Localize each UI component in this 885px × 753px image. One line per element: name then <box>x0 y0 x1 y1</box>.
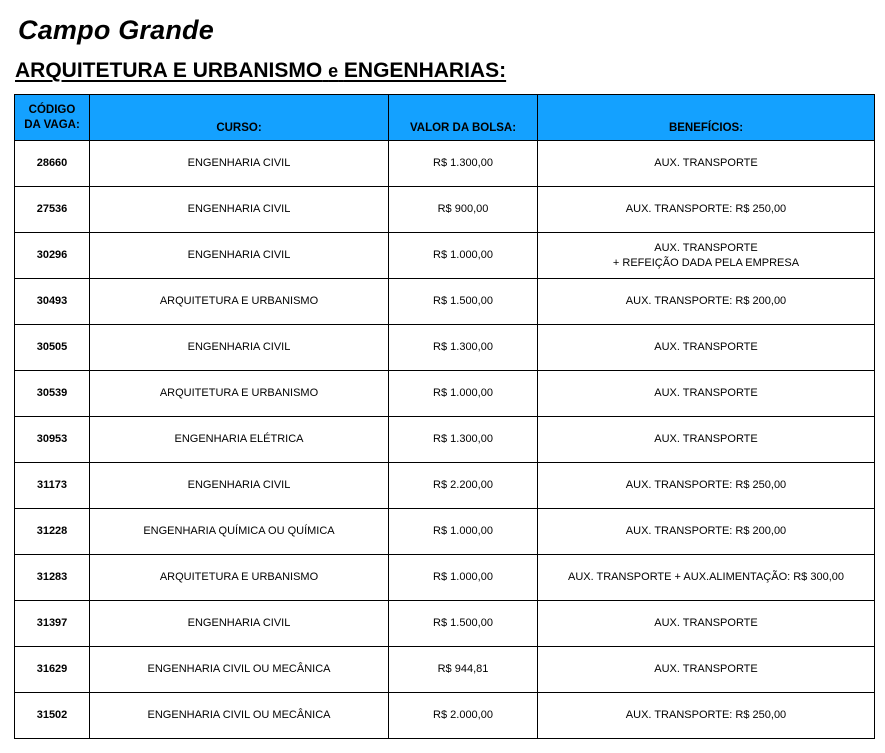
cell-curso: ENGENHARIA QUÍMICA OU QUÍMICA <box>90 509 389 555</box>
cell-codigo: 30505 <box>15 325 90 371</box>
table-row <box>15 233 875 279</box>
cell-valor: R$ 1.300,00 <box>389 141 538 187</box>
cell-beneficios <box>538 463 875 509</box>
cell-valor: R$ 1.000,00 <box>389 509 538 555</box>
cell-codigo: 31228 <box>15 509 90 555</box>
cell-curso: ARQUITETURA E URBANISMO <box>90 371 389 417</box>
cell-beneficios <box>538 417 875 463</box>
header-valor: VALOR DA BOLSA: <box>389 95 538 141</box>
cell-valor: R$ 1.000,00 <box>389 555 538 601</box>
beneficio-line: AUX. TRANSPORTE: R$ 200,00 <box>625 525 787 537</box>
cell-beneficios <box>538 141 875 187</box>
cell-beneficios <box>538 601 875 647</box>
cell-valor: R$ 1.300,00 <box>389 325 538 371</box>
table-row <box>15 693 875 739</box>
section-title-main: ARQUITETURA E URBANISMO <box>15 59 323 82</box>
header-codigo-line1: CÓDIGO <box>28 103 76 116</box>
cell-valor: R$ 2.200,00 <box>389 463 538 509</box>
cell-valor: R$ 2.000,00 <box>389 693 538 739</box>
table-row <box>15 463 875 509</box>
cell-beneficios <box>538 233 875 279</box>
cell-beneficios <box>538 371 875 417</box>
cell-codigo: 31283 <box>15 555 90 601</box>
table-row <box>15 417 875 463</box>
cell-codigo: 27536 <box>15 187 90 233</box>
beneficio-line: AUX. TRANSPORTE: R$ 250,00 <box>625 709 787 721</box>
cell-valor: R$ 1.500,00 <box>389 601 538 647</box>
cell-codigo: 28660 <box>15 141 90 187</box>
cell-valor: R$ 1.000,00 <box>389 371 538 417</box>
header-codigo-line2: DA VAGA: <box>24 118 80 131</box>
beneficio-line: AUX. TRANSPORTE <box>654 433 758 445</box>
cell-beneficios <box>538 509 875 555</box>
cell-codigo: 30296 <box>15 233 90 279</box>
beneficio-line: AUX. TRANSPORTE <box>654 157 758 169</box>
beneficio-line: AUX. TRANSPORTE: R$ 200,00 <box>625 295 787 307</box>
table-row <box>15 371 875 417</box>
cell-beneficios <box>538 279 875 325</box>
cell-valor: R$ 1.500,00 <box>389 279 538 325</box>
cell-beneficios <box>538 555 875 601</box>
cell-curso: ENGENHARIA CIVIL <box>90 233 389 279</box>
cell-codigo: 30493 <box>15 279 90 325</box>
cell-curso: ENGENHARIA CIVIL <box>90 325 389 371</box>
table-row <box>15 555 875 601</box>
cell-codigo: 31397 <box>15 601 90 647</box>
beneficio-line: AUX. TRANSPORTE: R$ 250,00 <box>625 203 787 215</box>
header-codigo <box>15 95 90 141</box>
city-title: Campo Grande <box>18 15 214 45</box>
cell-codigo: 31502 <box>15 693 90 739</box>
cell-beneficios <box>538 647 875 693</box>
table-row <box>15 187 875 233</box>
table-row <box>15 509 875 555</box>
section-title <box>15 57 506 85</box>
cell-beneficios <box>538 325 875 371</box>
cell-valor: R$ 944,81 <box>389 647 538 693</box>
cell-codigo: 30539 <box>15 371 90 417</box>
table-header-row <box>15 95 875 141</box>
cell-curso: ENGENHARIA CIVIL <box>90 187 389 233</box>
cell-codigo: 31629 <box>15 647 90 693</box>
header-curso: CURSO: <box>90 95 389 141</box>
cell-curso: ENGENHARIA CIVIL OU MECÂNICA <box>90 647 389 693</box>
table-row <box>15 325 875 371</box>
table-row <box>15 647 875 693</box>
vacancies-table <box>14 94 875 739</box>
cell-curso: ENGENHARIA CIVIL <box>90 601 389 647</box>
beneficio-line: AUX. TRANSPORTE: R$ 250,00 <box>625 479 787 491</box>
cell-codigo: 30953 <box>15 417 90 463</box>
cell-curso: ARQUITETURA E URBANISMO <box>90 279 389 325</box>
beneficio-line: + REFEIÇÃO DADA PELA EMPRESA <box>612 256 800 269</box>
table-row <box>15 279 875 325</box>
beneficio-line: AUX. TRANSPORTE <box>654 341 758 353</box>
beneficio-line: AUX. TRANSPORTE + AUX.ALIMENTAÇÃO: R$ 300,00 <box>567 571 844 583</box>
cell-beneficios <box>538 693 875 739</box>
beneficio-line: AUX. TRANSPORTE <box>654 387 758 399</box>
beneficio-line: AUX. TRANSPORTE <box>654 241 758 254</box>
cell-curso: ENGENHARIA ELÉTRICA <box>90 417 389 463</box>
cell-curso: ARQUITETURA E URBANISMO <box>90 555 389 601</box>
cell-curso: ENGENHARIA CIVIL <box>90 141 389 187</box>
beneficio-line: AUX. TRANSPORTE <box>654 617 758 629</box>
cell-valor: R$ 1.000,00 <box>389 233 538 279</box>
cell-curso: ENGENHARIA CIVIL <box>90 463 389 509</box>
cell-codigo: 31173 <box>15 463 90 509</box>
section-title-tail: ENGENHARIAS: <box>343 59 507 82</box>
header-beneficios: BENEFÍCIOS: <box>538 95 875 141</box>
table-row <box>15 601 875 647</box>
cell-valor: R$ 900,00 <box>389 187 538 233</box>
cell-valor: R$ 1.300,00 <box>389 417 538 463</box>
section-title-join: e <box>328 61 339 81</box>
cell-curso: ENGENHARIA CIVIL OU MECÂNICA <box>90 693 389 739</box>
cell-beneficios <box>538 187 875 233</box>
beneficio-line: AUX. TRANSPORTE <box>654 663 758 675</box>
table-body <box>15 141 875 739</box>
table-row <box>15 141 875 187</box>
